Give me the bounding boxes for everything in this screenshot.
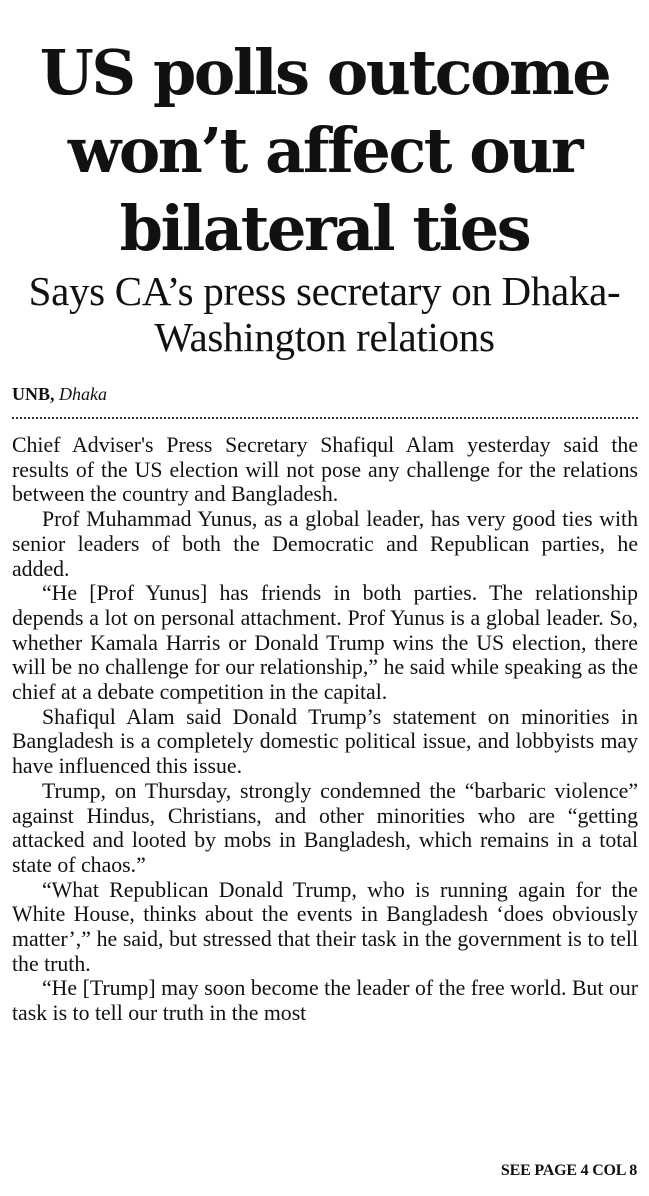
article-headline: US polls outcome won’t affect our bilateral ties xyxy=(39,36,610,265)
body-paragraph: “He [Trump] may soon become the leader of the free world. But our task is to tell our truth in the most xyxy=(12,976,638,1026)
article-body xyxy=(12,433,638,1026)
body-paragraph: “He [Prof Yunus] has friends in both parties. The relationship depends a lot on personal attachment. Prof Yunus is a global leader. So, whether Kamala Harris or Donald Trump wins the US election, there will be no challenge for our relationship,” he said while speaking as the chief at a debate competition in the capital. xyxy=(12,581,638,705)
body-paragraph: Chief Adviser's Press Secretary Shafiqul Alam yesterday said the results of the US election will not pose any challenge for the relations between the country and Bangladesh. xyxy=(12,433,638,507)
body-paragraph: Trump, on Thursday, strongly condemned the “barbaric violence” against Hindus, Christians, and other minorities who are “getting attacked and looted by mobs in Bangladesh, which remains in a total state of chaos.” xyxy=(12,778,638,877)
body-paragraph: Prof Muhammad Yunus, as a global leader, has very good ties with senior leaders of both the Democratic and Republican parties, he added. xyxy=(12,507,638,581)
byline xyxy=(12,383,107,405)
article-deck: Says CA’s press secretary on Dhaka-Washington relations xyxy=(28,268,621,360)
body-paragraph: Shafiqul Alam said Donald Trump’s statement on minorities in Bangladesh is a completely domestic political issue, and lobbyists may have influenced this issue. xyxy=(12,704,638,779)
body-paragraph: “What Republican Donald Trump, who is running again for the White House, thinks about the events in Bangladesh ‘does obviously matter’,” he said, but stressed that their task in the government is to tell the truth. xyxy=(12,877,638,976)
dotted-divider xyxy=(12,417,638,419)
continuation-jump: SEE PAGE 4 COL 8 xyxy=(500,1162,637,1179)
byline-place: Dhaka xyxy=(59,384,108,404)
byline-agency: UNB, xyxy=(12,384,55,404)
